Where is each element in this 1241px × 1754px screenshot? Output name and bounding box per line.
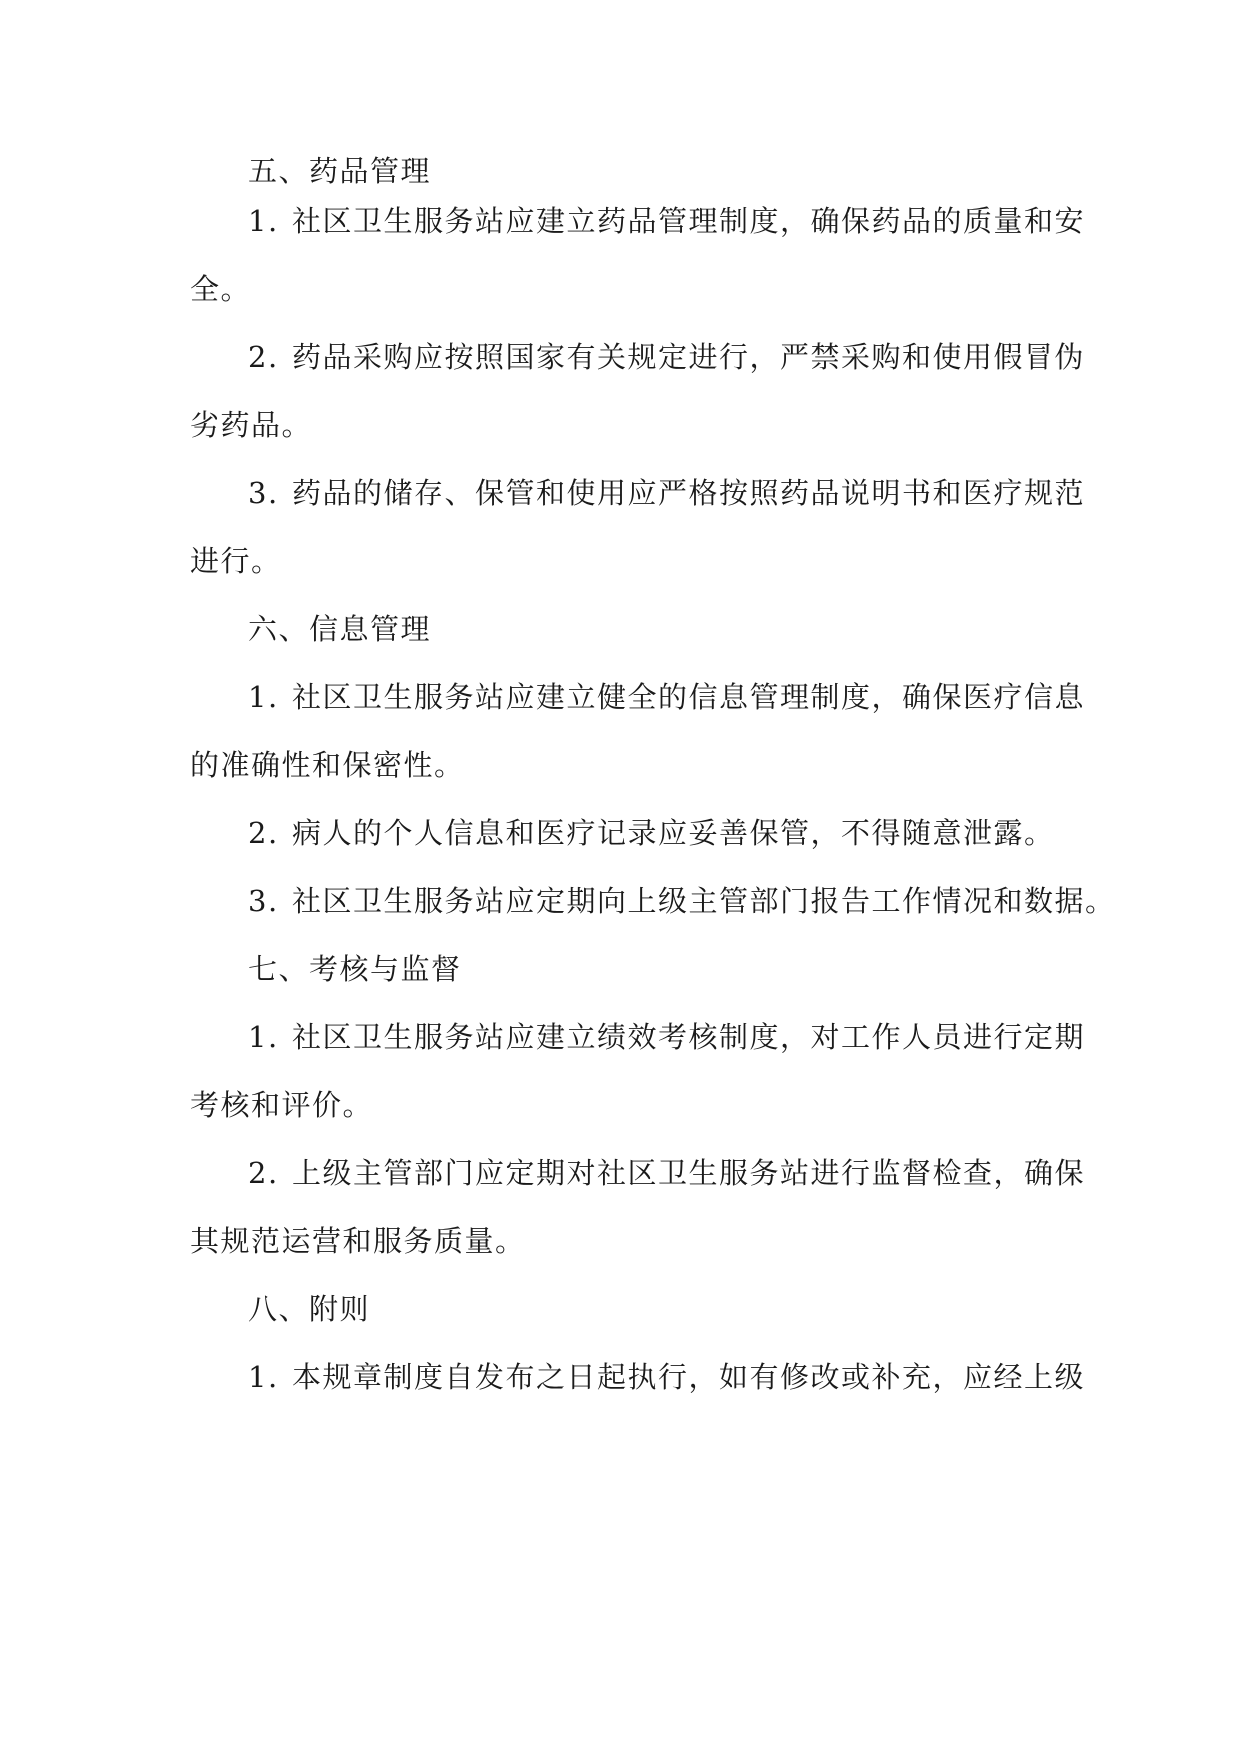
item-continuation: 劣药品。 [190, 408, 313, 442]
list-item [248, 1155, 1128, 1191]
section-heading: 七、考核与监督 [248, 952, 462, 986]
item-number: 3. [248, 884, 279, 918]
item-number: 1. [248, 204, 279, 238]
section-heading: 五、药品管理 [248, 154, 432, 188]
item-number: 2. [248, 1156, 279, 1190]
item-text: 社区卫生服务站应定期向上级主管部门报告工作情况和数据。 [292, 884, 1116, 918]
item-text: 本规章制度自发布之日起执行，如有修改或补充，应经上级 [292, 1360, 1086, 1394]
item-text: 社区卫生服务站应建立绩效考核制度，对工作人员进行定期 [292, 1020, 1086, 1054]
item-text: 社区卫生服务站应建立药品管理制度，确保药品的质量和安 [292, 204, 1086, 238]
item-text: 药品采购应按照国家有关规定进行，严禁采购和使用假冒伪 [292, 340, 1086, 374]
list-item [248, 1019, 1128, 1055]
item-number: 3. [248, 476, 279, 510]
item-text: 上级主管部门应定期对社区卫生服务站进行监督检查，确保 [292, 1156, 1086, 1190]
item-number: 1. [248, 1360, 279, 1394]
item-continuation: 全。 [190, 272, 252, 306]
section-heading: 六、信息管理 [248, 612, 432, 646]
item-number: 2. [248, 816, 279, 850]
section-heading: 八、附则 [248, 1292, 371, 1326]
list-item [248, 475, 1128, 511]
item-continuation: 考核和评价。 [190, 1088, 374, 1122]
list-item [248, 815, 1128, 851]
item-text: 社区卫生服务站应建立健全的信息管理制度，确保医疗信息 [292, 680, 1086, 714]
list-item [248, 203, 1128, 239]
item-number: 1. [248, 1020, 279, 1054]
item-text: 药品的储存、保管和使用应严格按照药品说明书和医疗规范 [292, 476, 1086, 510]
list-item [248, 883, 1128, 919]
item-continuation: 的准确性和保密性。 [190, 748, 465, 782]
item-continuation: 进行。 [190, 544, 282, 578]
list-item [248, 679, 1128, 715]
item-number: 2. [248, 340, 279, 374]
list-item [248, 339, 1128, 375]
item-number: 1. [248, 680, 279, 714]
list-item [248, 1359, 1128, 1395]
item-continuation: 其规范运营和服务质量。 [190, 1224, 526, 1258]
item-text: 病人的个人信息和医疗记录应妥善保管，不得随意泄露。 [292, 816, 1055, 850]
